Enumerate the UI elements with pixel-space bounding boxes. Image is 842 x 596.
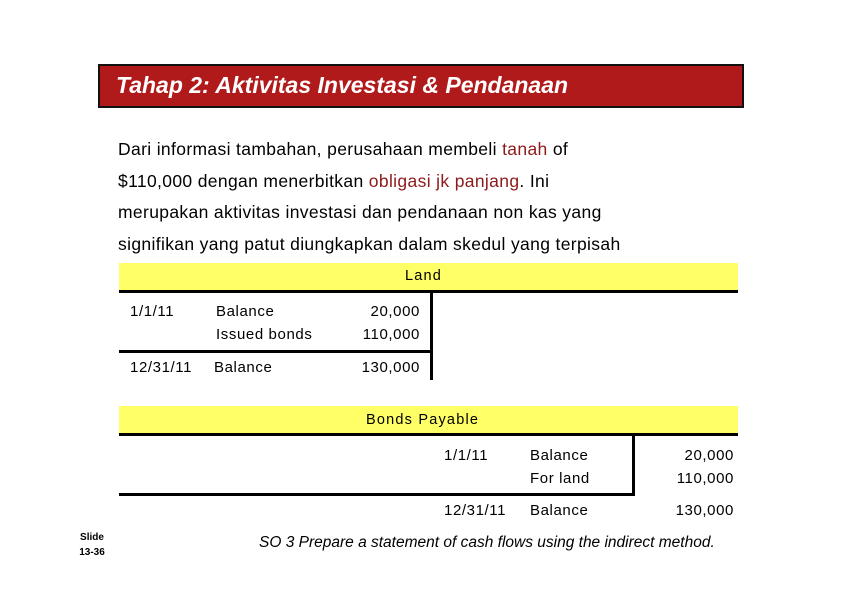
slide-number [72,530,112,560]
land-divider [430,290,433,380]
bonds-total-rule [119,493,635,496]
slide-page: 13-36 [79,547,105,558]
highlight-obligasi: obligasi jk panjang [368,170,520,191]
bonds-date-2: 12/31/11 [444,502,507,519]
bonds-desc-1: Balance [530,447,589,464]
highlight-tanah: tanah [502,139,548,159]
paragraph-line-2 [118,166,758,198]
land-top-rule [119,290,738,293]
land-date-1: 1/1/11 [130,303,175,320]
bonds-date-1: 1/1/11 [444,447,489,464]
bonds-amount-total: 130,000 [675,502,734,519]
bonds-divider [632,433,635,495]
land-desc-3: Balance [214,359,273,376]
paragraph-text: Dari informasi tambahan, perusahaan membeli [118,139,503,159]
land-total-rule [119,350,430,353]
paragraph-line-4: signifikan yang patut diungkapkan dalam skedul yang terpisah [118,233,621,254]
bonds-top-rule [119,433,738,436]
paragraph-line-1 [118,134,758,166]
land-desc-2: Issued bonds [216,326,313,343]
bonds-amount-2: 110,000 [676,470,734,487]
slide-title: Tahap 2: Aktivitas Investasi & Pendanaan [116,72,569,98]
bonds-desc-2: For land [530,470,590,487]
land-amount-1: 20,000 [370,303,420,320]
paragraph-line-3: merupakan aktivitas investasi dan pendanaan non kas yang [118,202,602,222]
title-bar [98,64,744,108]
body-paragraph [118,134,758,260]
bonds-desc-3: Balance [530,502,589,519]
bonds-account-label: Bonds Payable [366,412,480,428]
land-amount-2: 110,000 [362,326,420,343]
land-account-label: Land [405,268,443,284]
land-date-2: 12/31/11 [130,359,193,376]
slide-label: Slide [80,532,104,543]
paragraph-text: . Ini [519,170,550,191]
bonds-amount-1: 20,000 [684,447,734,464]
land-desc-1: Balance [216,303,275,320]
footer-objective: SO 3 Prepare a statement of cash flows using the indirect method. [259,534,715,551]
paragraph-text: of [547,139,569,159]
paragraph-text: $110,000 dengan menerbitkan [118,170,369,191]
land-amount-total: 130,000 [361,359,420,376]
